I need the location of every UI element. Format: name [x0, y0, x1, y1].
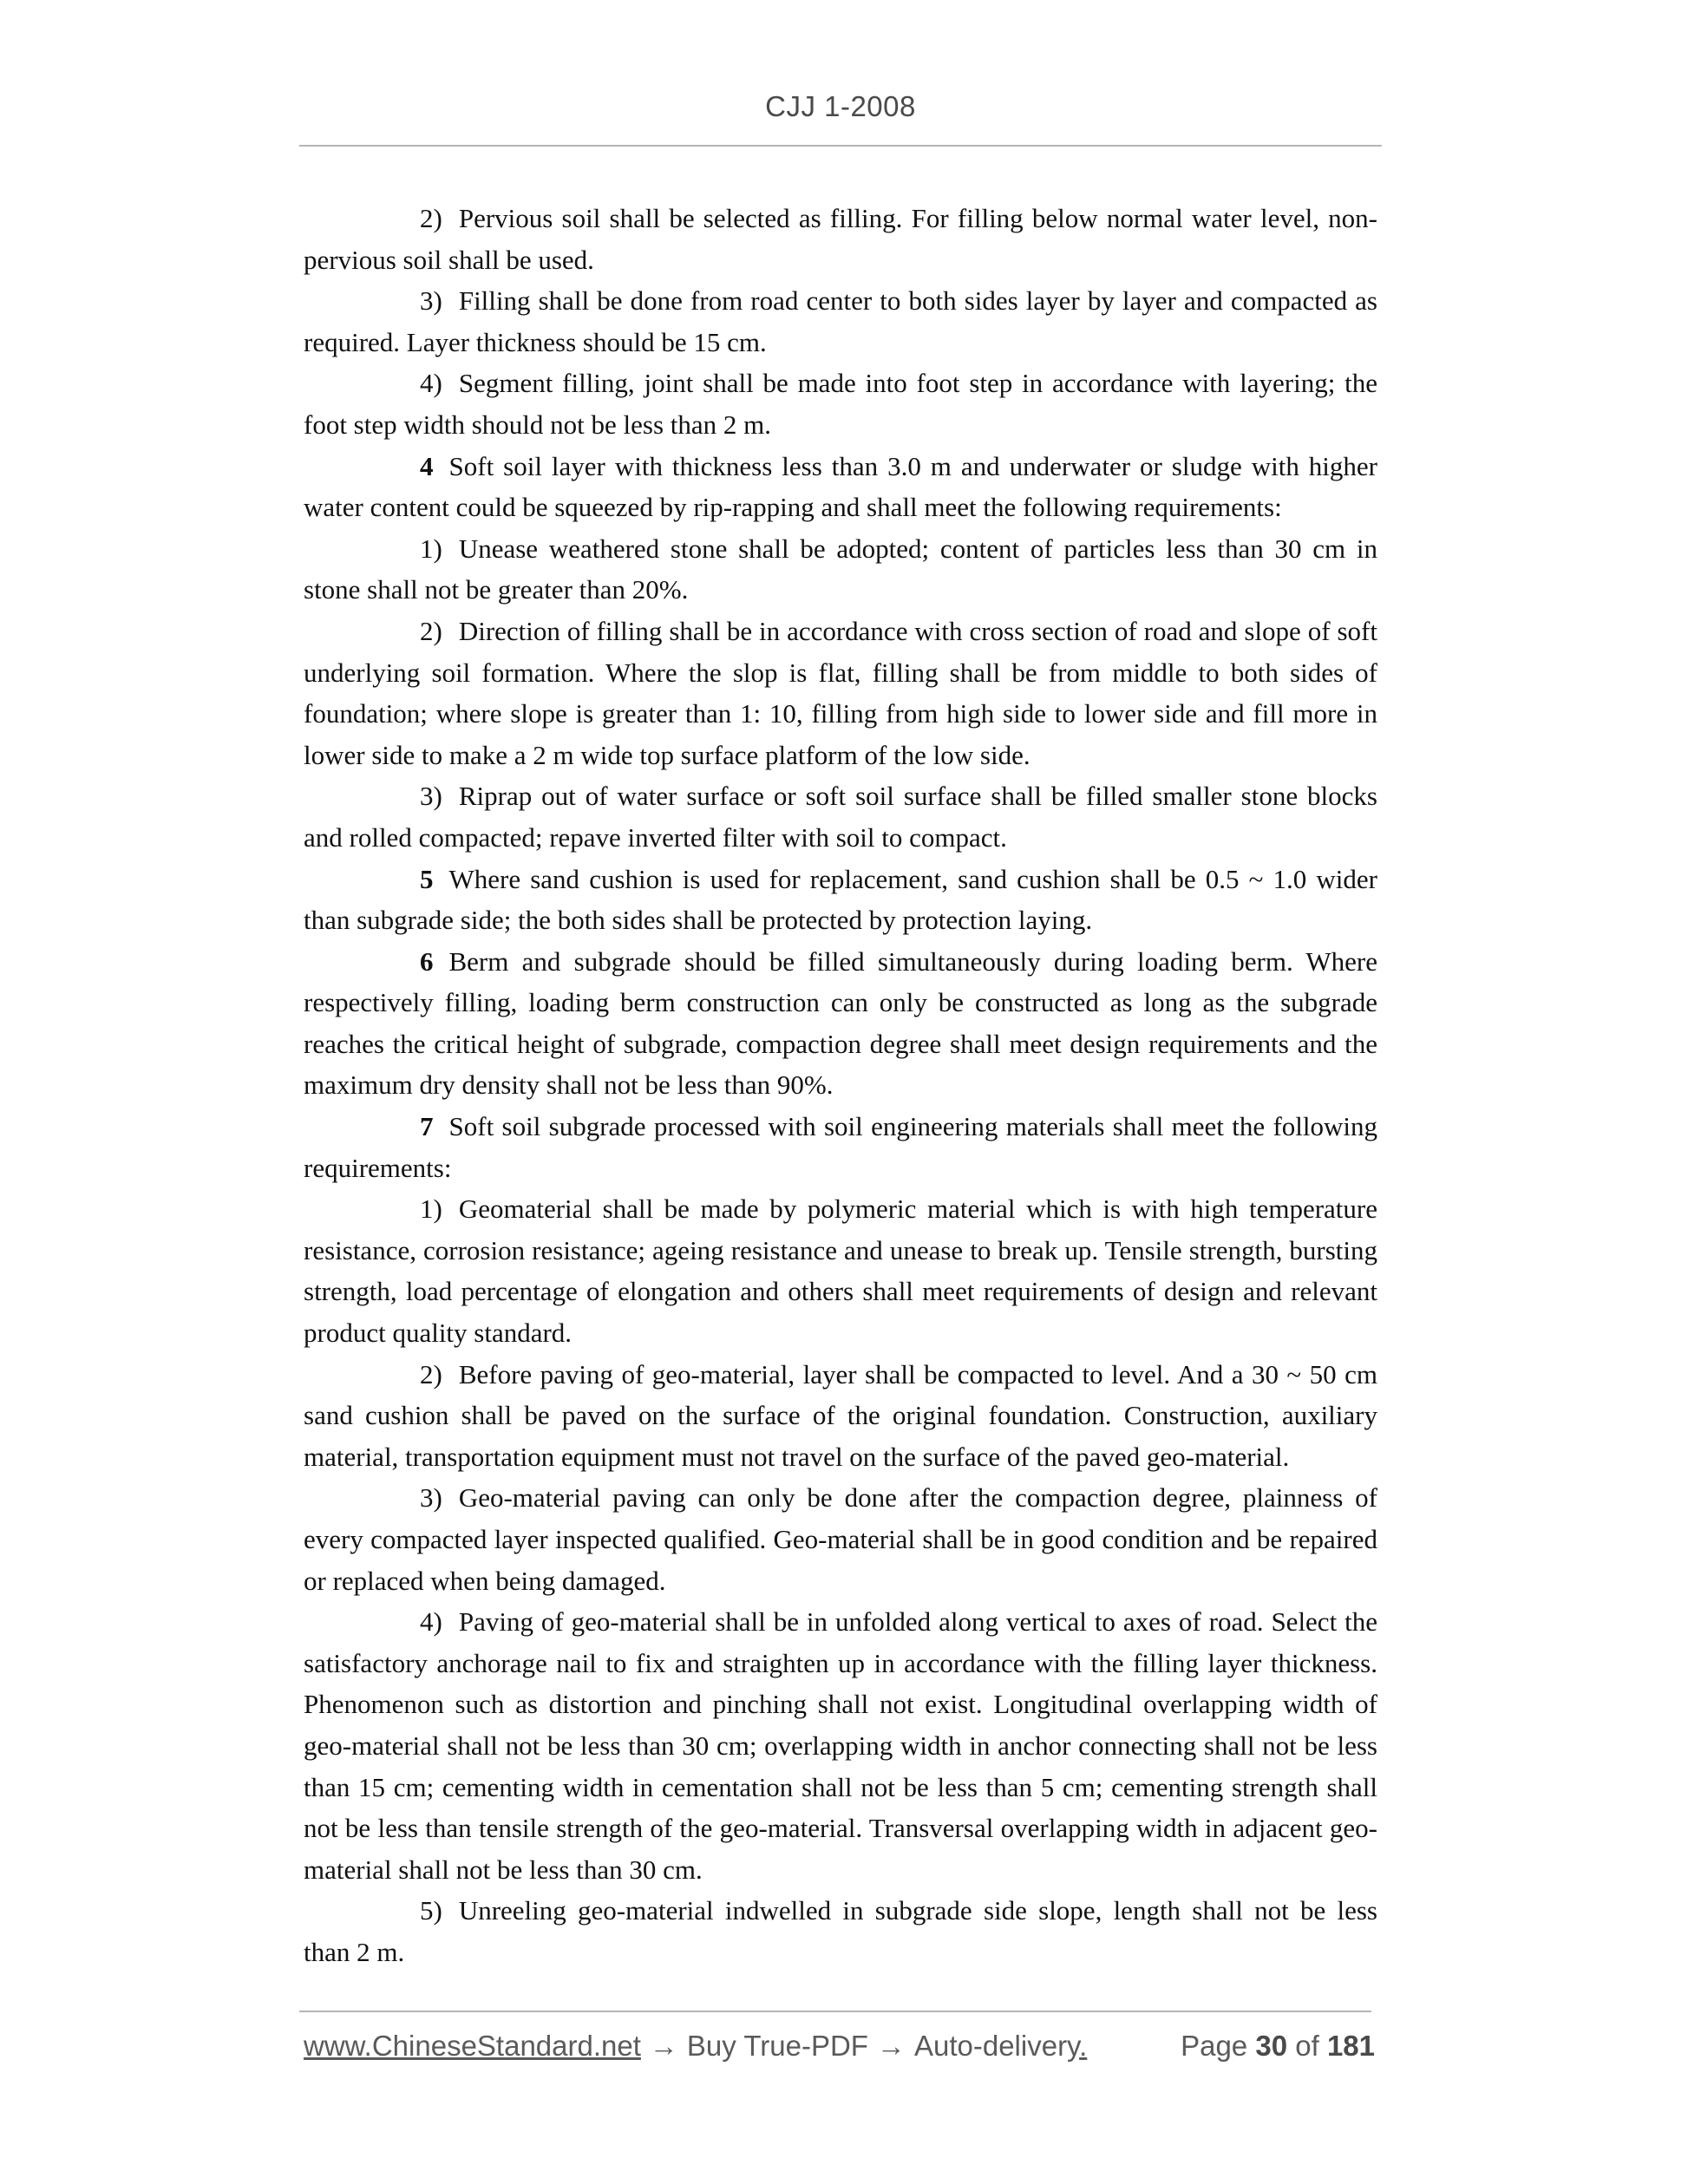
page-label: Page — [1181, 2030, 1248, 2062]
paragraph-text: Before paving of geo-material, layer shall be compacted to level. And a 30 ~ 50 cm sand cushion shall be paved on the surface of the original foundation. Construction, auxiliary material, transportation equipment must not travel on the surface of the paved geo-material. — [304, 1358, 1377, 1472]
clause-7-item-2 — [304, 1354, 1377, 1478]
item-number: 4) — [420, 1606, 442, 1638]
document-header-title: CJJ 1-2008 — [765, 90, 916, 122]
item-number: 2) — [420, 1358, 442, 1390]
clause-number: 5 — [420, 863, 434, 894]
clause-7 — [304, 1106, 1377, 1188]
auto-delivery-text: Auto-delivery — [913, 2030, 1080, 2062]
clause-4 — [304, 446, 1377, 528]
paragraph-text: Unreeling geo-material indwelled in subgrade side slope, length shall not be less than 2 m. — [304, 1895, 1377, 1967]
clause-7-item-4 — [304, 1601, 1377, 1890]
total-pages-number: 181 — [1326, 2030, 1375, 2062]
arrow-right-icon: → — [649, 2030, 678, 2062]
item-number: 4) — [420, 368, 442, 399]
item-number: 3) — [420, 1482, 442, 1514]
item-number: 3) — [420, 781, 442, 812]
paragraph-text: Unease weathered stone shall be adopted; content of particles less than 30 cm in stone shall not be greater than 20%. — [304, 533, 1377, 605]
clause-number: 7 — [420, 1111, 434, 1142]
item-number: 1) — [420, 1193, 442, 1225]
paragraph-text: Geomaterial shall be made by polymeric material which is with high temperature resistance, corrosion resistance; ageing resistance and unease to break up. Tensile strength, bursting strength, load percentage of elongation and others shall meet requirements of design and relevant product quality standard. — [304, 1193, 1377, 1349]
clause-text: Soft soil layer with thickness less than 3.0 m and underwater or sludge with higher water content could be squeezed by rip-rapping and shall meet the following requirements: — [304, 450, 1377, 523]
item-number: 3) — [420, 285, 442, 317]
clause-text: Berm and subgrade should be filled simultaneously during loading berm. Where respectively filling, loading berm construction can only be constructed as long as the subgrade reaches the critical height of subgrade, compaction degree shall meet design requirements and the maximum dry density shall not be less than 90%. — [304, 945, 1377, 1101]
paragraph-item-2 — [304, 198, 1377, 280]
clause-6 — [304, 941, 1377, 1106]
clause-number: 4 — [420, 450, 434, 481]
page-indicator — [1181, 2030, 1375, 2063]
paragraph-item-3 — [304, 280, 1377, 363]
header-divider — [299, 145, 1382, 147]
paragraph-text: Paving of geo-material shall be in unfolded along vertical to axes of road. Select the satisfactory anchorage nail to fix and straighten up in accordance with the filling layer thickness. Phenomenon such as distortion and pinching shall not exist. Longitudinal overlapping width of geo-material shall not be less than 30 cm; overlapping width in anchor connecting shall not be less than 15 cm; cementing width in cementation shall not be less than 5 cm; cementing strength shall not be less than tensile strength of the geo-material. Transversal overlapping width in adjacent geo-material shall not be less than 30 cm. — [304, 1606, 1377, 1885]
item-number: 2) — [420, 615, 442, 646]
page-footer — [304, 2030, 1375, 2068]
footer-divider — [299, 2011, 1371, 2012]
paragraph-item-4 — [304, 363, 1377, 445]
paragraph-text: Riprap out of water surface or soft soil surface shall be filled smaller stone blocks and rolled compacted; repave inverted filter with soil to compact. — [304, 781, 1377, 853]
delivery-period: . — [1079, 2030, 1088, 2062]
clause-5 — [304, 859, 1377, 941]
clause-7-item-5 — [304, 1890, 1377, 1972]
footer-links — [304, 2030, 1087, 2063]
item-number: 2) — [420, 203, 442, 233]
current-page-number: 30 — [1255, 2030, 1288, 2062]
clause-4-item-2 — [304, 611, 1377, 775]
clause-4-item-3 — [304, 775, 1377, 858]
document-body — [304, 198, 1377, 1973]
clause-7-item-3 — [304, 1477, 1377, 1601]
paragraph-text: Geo-material paving can only be done after the compaction degree, plainness of every compacted layer inspected qualified. Geo-material shall be in good condition and be repaired or replaced when being damaged. — [304, 1482, 1377, 1596]
item-number: 1) — [420, 533, 442, 564]
of-label: of — [1295, 2030, 1319, 2062]
arrow-right-icon: → — [876, 2030, 906, 2062]
clause-text: Soft soil subgrade processed with soil engineering materials shall meet the following requirements: — [304, 1111, 1377, 1183]
buy-pdf-link[interactable]: Buy True-PDF — [686, 2030, 868, 2062]
site-link[interactable]: www.ChineseStandard.net — [304, 2030, 641, 2062]
paragraph-text: Filling shall be done from road center to both sides layer by layer and compacted as required. Layer thickness should be 15 cm. — [304, 285, 1377, 357]
clause-number: 6 — [420, 945, 434, 977]
paragraph-text: Segment filling, joint shall be made into foot step in accordance with layering; the foot step width should not be less than 2 m. — [304, 368, 1377, 440]
clause-4-item-1 — [304, 528, 1377, 611]
clause-text: Where sand cushion is used for replacement, sand cushion shall be 0.5 ~ 1.0 wider than subgrade side; the both sides shall be protected by protection laying. — [304, 863, 1377, 936]
paragraph-text: Pervious soil shall be selected as filling. For filling below normal water level, non-pervious soil shall be used. — [304, 203, 1377, 275]
clause-7-item-1 — [304, 1188, 1377, 1353]
paragraph-text: Direction of filling shall be in accordance with cross section of road and slope of soft underlying soil formation. Where the slop is flat, filling shall be from middle to both sides of foundation; where slope is greater than 1: 10, filling from high side to lower side and fill more in lower side to make a 2 m wide top surface platform of the low side. — [304, 615, 1377, 770]
item-number: 5) — [420, 1895, 442, 1926]
